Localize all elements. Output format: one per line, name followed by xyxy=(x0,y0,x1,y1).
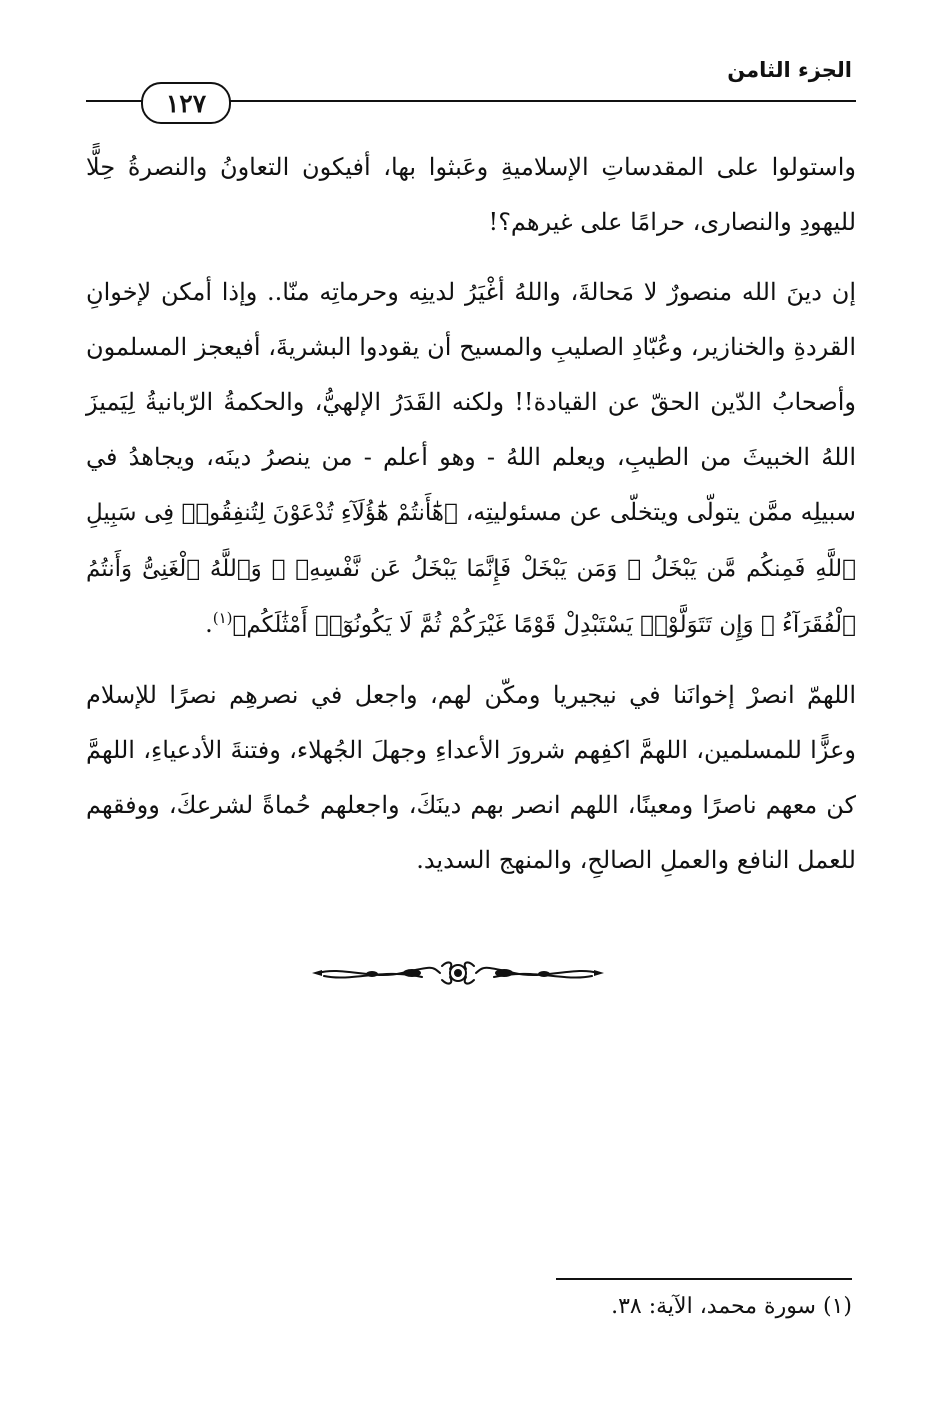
body-text xyxy=(86,140,856,888)
running-header-title: الجزء الثامن xyxy=(727,58,852,82)
ornament-divider xyxy=(312,960,604,986)
page-number: ١٢٧ xyxy=(141,82,231,124)
paragraph-2 xyxy=(86,265,856,653)
paragraph-2-text: إن دينَ الله منصورٌ لا مَحالةَ، واللهُ أغْيَرُ لدينِه وحرماتِه منّا.. وإذا أمكن لإخوانِ القردةِ والخنازير، وعُبّادِ الصليبِ والمسيح أن يقودوا البشريةَ، أفيعجز المسلمون وأصحابُ الدّين الحقّ عن القيادة!! ولكنه القَدَرُ الإلهيُّ، والحكمةُ الرّبانيةُ لِيَميزَ اللهُ الخبيثَ من الطيبِ، ويعلم اللهُ - وهو أعلم - من ينصرُ دينَه، ويجاهدُ في سبيلِه ممَّن يتولّى ويتخلّى عن مسئوليتِه، xyxy=(86,278,857,526)
footnote-rule xyxy=(556,1278,852,1280)
paragraph-2-end: . xyxy=(205,610,213,638)
footnote: (١) سورة محمد، الآية: ٣٨. xyxy=(611,1294,852,1319)
footnote-marker: (١) xyxy=(212,609,233,627)
paragraph-1: واستولوا على المقدساتِ الإسلاميةِ وعَبثوا بها، أفيكون التعاونُ والنصرةُ حِلًّا لليهودِ والنصارى، حرامًا على غيرهم؟! xyxy=(86,153,856,236)
quran-verse: ﴿هَٰٓأَنتُمْ هَٰٓؤُلَآءِ تُدْعَوْنَ لِتُنفِقُوا۟ فِى سَبِيلِ ٱللَّهِ فَمِنكُم مَّن يَبْخَلُ ۖ وَمَن يَبْخَلْ فَإِنَّمَا يَبْخَلُ عَن نَّفْسِهِۦ ۚ وَٱللَّهُ ٱلْغَنِىُّ وَأَنتُمُ ٱلْفُقَرَآءُ ۚ وَإِن تَتَوَلَّوْا۟ يَسْتَبْدِلْ قَوْمًا غَيْرَكُمْ ثُمَّ لَا يَكُونُوٓا۟ أَمْثَٰلَكُم﴾ xyxy=(86,500,856,638)
paragraph-3: اللهمّ انصرْ إخوانَنا في نيجيريا ومكّن لهم، واجعل في نصرهِم نصرًا للإسلام وعزًّا للمسلمين، اللهمَّ اكفِهم شرورَ الأعداءِ وجهلَ الجُهلاء، وفتنةَ الأدعياءِ، اللهمَّ كن معهم ناصرًا ومعينًا، اللهم انصر بهم دينَكَ، واجعلهم حُماةً لشرعكَ، ووفقهم للعمل النافع والعملِ الصالحِ، والمنهج السديد. xyxy=(86,681,856,874)
